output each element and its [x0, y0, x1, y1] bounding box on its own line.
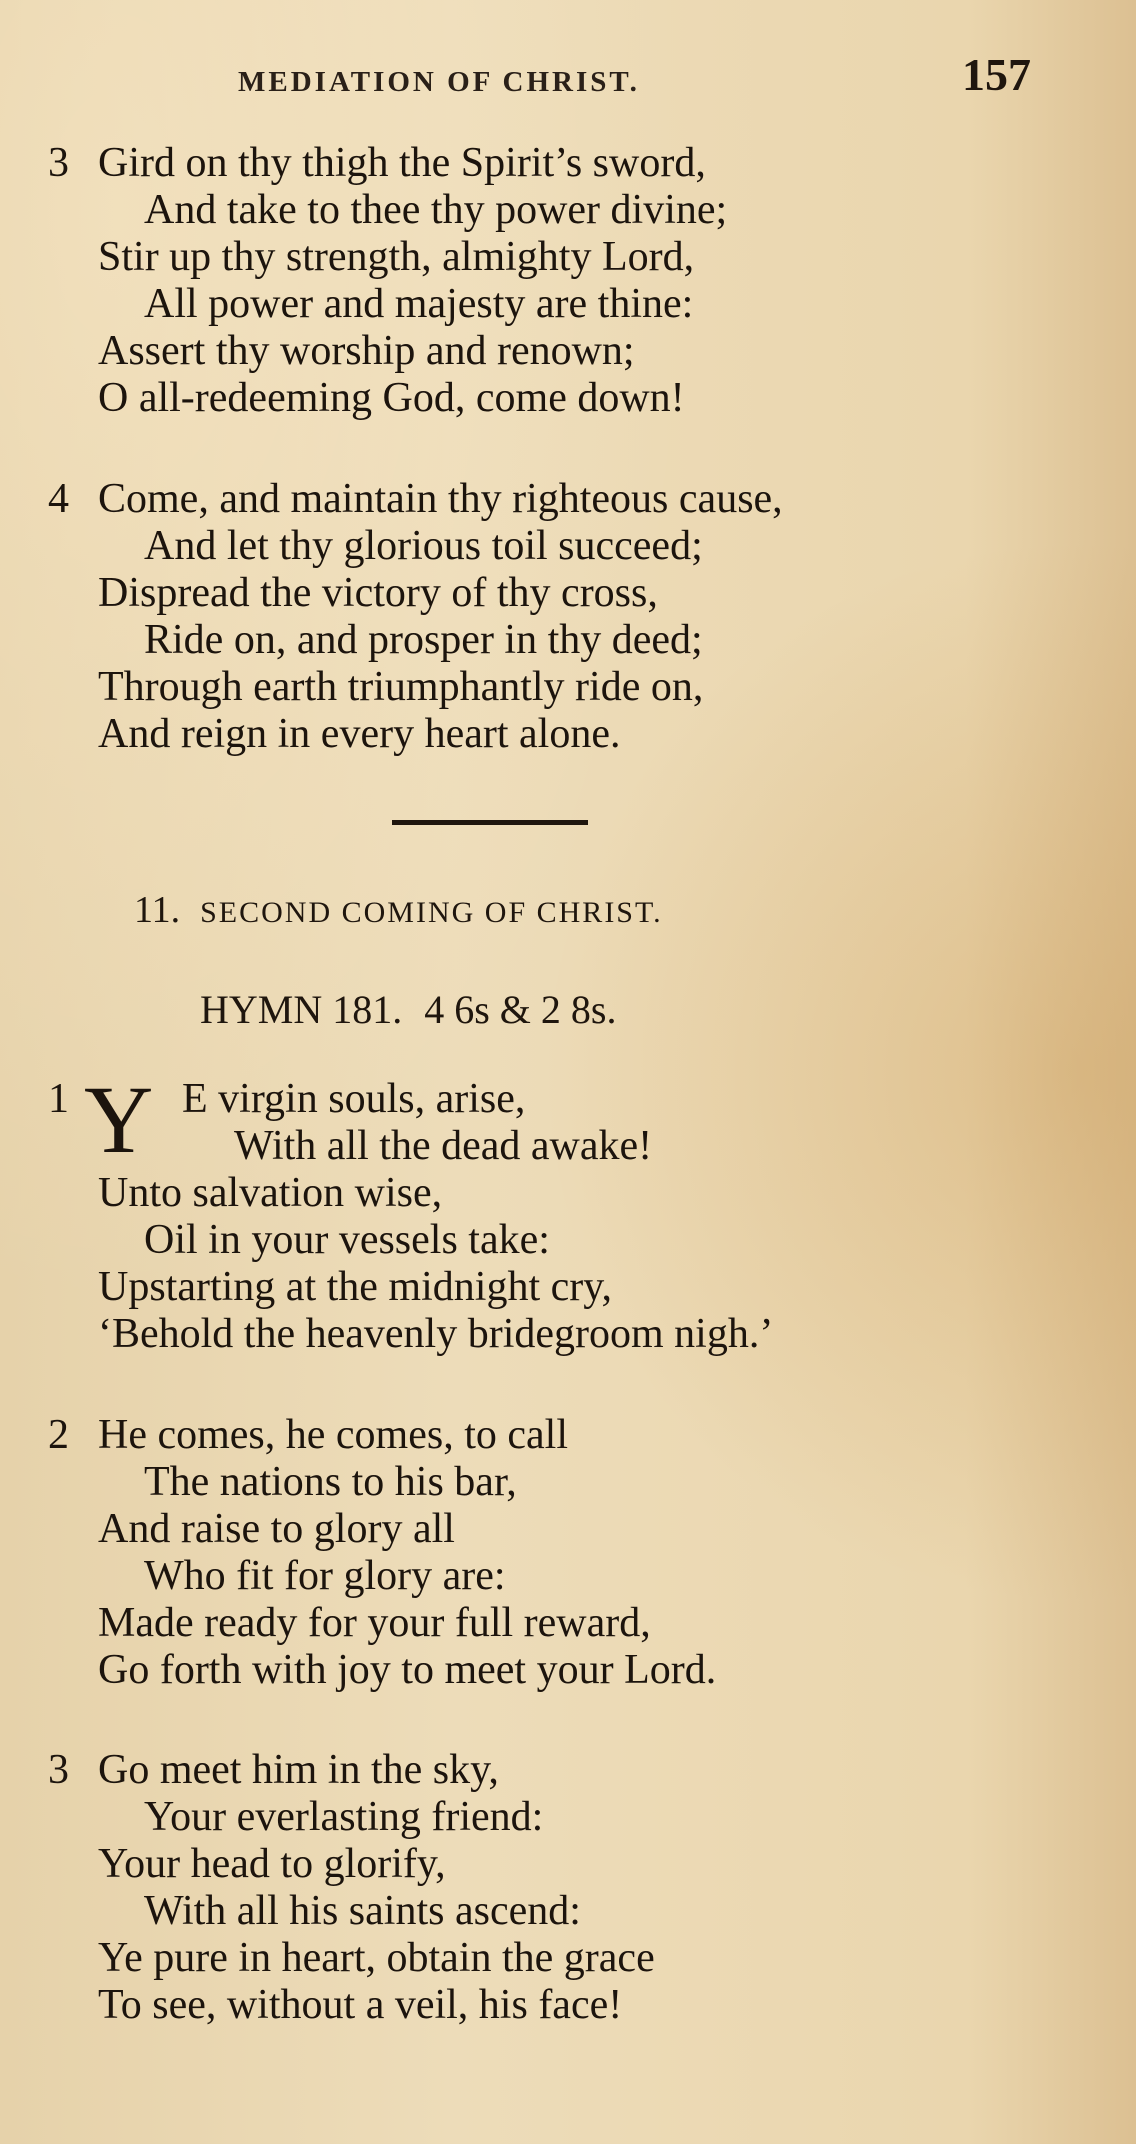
verse-line: Stir up thy strength, almighty Lord, — [98, 234, 695, 280]
hymn-heading — [200, 986, 638, 1033]
verse-line: Come, and maintain thy righteous cause, — [98, 476, 783, 522]
verse-line: Your everlasting friend: — [144, 1794, 544, 1840]
verse-line: All power and majesty are thine: — [144, 281, 694, 327]
page-header — [0, 48, 1136, 98]
verse-line: Oil in your vessels take: — [144, 1217, 550, 1263]
verse-line: Who fit for glory are: — [144, 1553, 506, 1599]
verse-line: Through earth triumphantly ride on, — [98, 664, 704, 710]
verse-line: Ye pure in heart, obtain the grace — [98, 1935, 655, 1981]
stanza-number: 2 — [48, 1412, 69, 1458]
stanza-number: 1 — [48, 1076, 69, 1122]
page-number: 157 — [962, 49, 1031, 100]
verse-line: And raise to glory all — [98, 1506, 455, 1552]
verse-line: Unto salvation wise, — [98, 1170, 443, 1216]
verse-line: And take to thee thy power divine; — [144, 187, 728, 233]
stanza-number: 3 — [48, 1747, 69, 1793]
verse-line: And let thy glorious toil succeed; — [144, 523, 703, 569]
verse-line: Made ready for your full reward, — [98, 1600, 651, 1646]
hymn-label: HYMN 181. — [200, 987, 403, 1032]
verse-line: ‘Behold the heavenly bridegroom nigh.’ — [98, 1311, 774, 1357]
verse-line: Assert thy worship and renown; — [98, 328, 635, 374]
verse-line: With all his saints ascend: — [144, 1888, 581, 1934]
hymn-stanza-3 — [48, 1747, 1088, 2029]
verse-line: And reign in every heart alone. — [98, 711, 621, 757]
section-number: 11. — [134, 889, 181, 931]
stanza-3 — [48, 140, 1088, 422]
verse-line: Dispread the victory of thy cross, — [98, 570, 658, 616]
stanza-number: 4 — [48, 476, 69, 522]
hymn-meter: 4 6s & 2 8s. — [424, 987, 617, 1032]
verse-line: Go forth with joy to meet your Lord. — [98, 1647, 717, 1693]
drop-cap: Y — [84, 1066, 154, 1173]
verse-line: E virgin souls, arise, — [182, 1076, 526, 1122]
stanza-4 — [48, 476, 1088, 758]
running-title: MEDIATION OF CHRIST. — [238, 66, 640, 98]
verse-line: Your head to glorify, — [98, 1841, 446, 1887]
verse-line: Gird on thy thigh the Spirit’s sword, — [98, 140, 706, 186]
verse-line: The nations to his bar, — [144, 1459, 517, 1505]
stanza-number: 3 — [48, 140, 69, 186]
verse-line: To see, without a veil, his face! — [98, 1982, 623, 2028]
section-title: SECOND COMING OF CHRIST. — [200, 896, 663, 929]
hymn-stanza-2 — [48, 1412, 1088, 1694]
verse-line: O all-redeeming God, come down! — [98, 375, 685, 421]
section-heading — [134, 888, 663, 932]
hymn-stanza-1 — [48, 1066, 1088, 1358]
verse-line: Upstarting at the midnight cry, — [98, 1264, 613, 1310]
verse-line: Ride on, and prosper in thy deed; — [144, 617, 703, 663]
verse-line: Go meet him in the sky, — [98, 1747, 499, 1793]
section-divider — [392, 820, 588, 825]
verse-line: He comes, he comes, to call — [98, 1412, 568, 1458]
verse-line: With all the dead awake! — [234, 1123, 653, 1169]
